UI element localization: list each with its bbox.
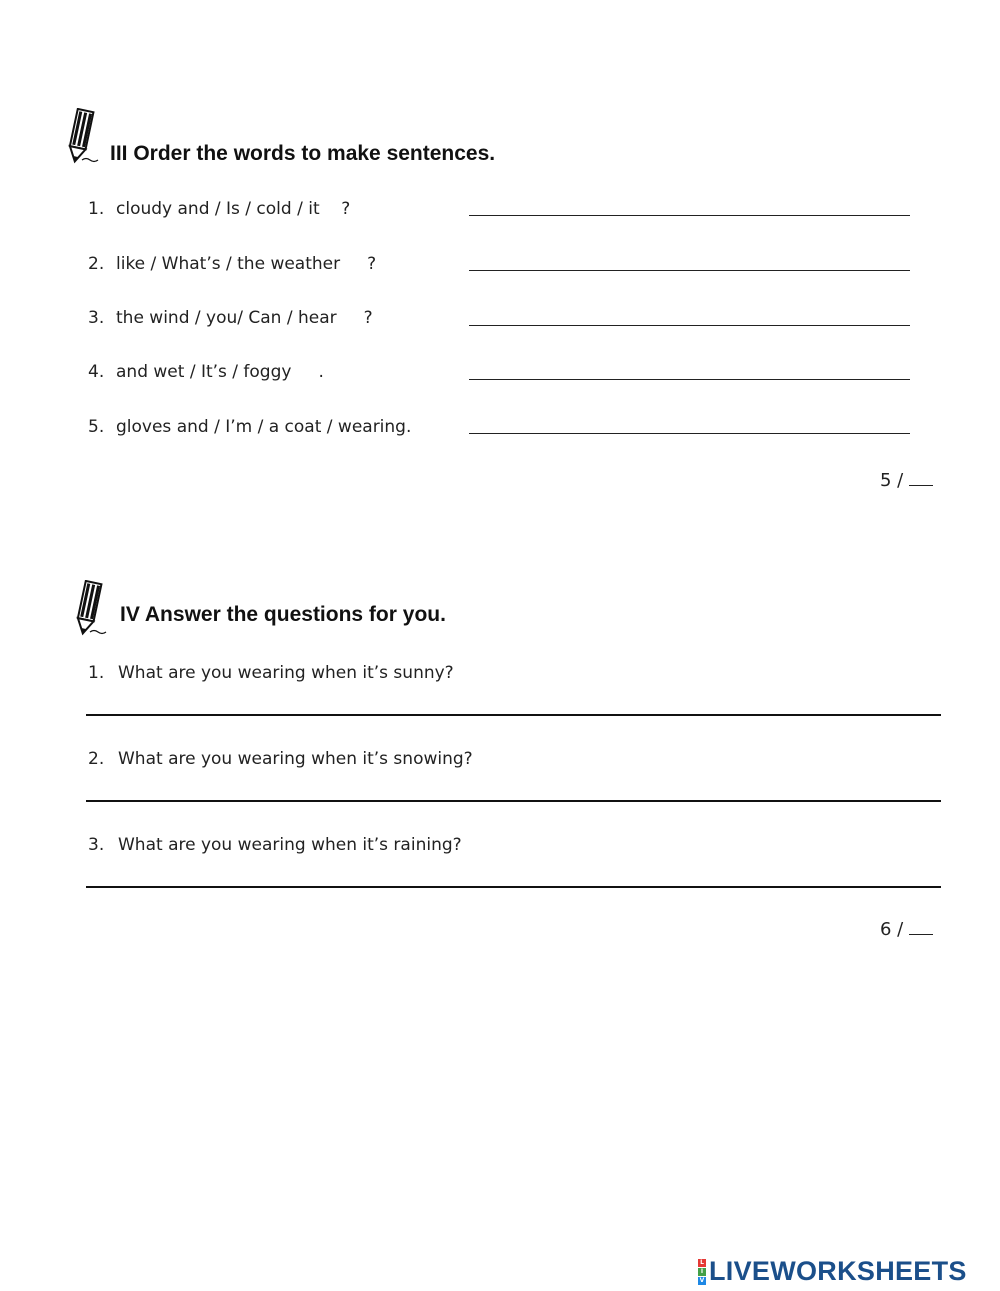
answer-blank-2[interactable] — [469, 270, 910, 271]
item-number: 5. — [88, 417, 105, 437]
question-text: What are you wearing when it’s sunny? — [118, 663, 454, 683]
answer-blank-3[interactable] — [469, 325, 910, 326]
item-words: and wet / It’s / foggy . — [116, 362, 324, 382]
answer-line-2[interactable] — [86, 800, 941, 802]
question-text: What are you wearing when it’s snowing? — [118, 749, 473, 769]
answer-blank-5[interactable] — [469, 433, 910, 434]
score-blank — [909, 920, 933, 935]
answer-blank-4[interactable] — [469, 379, 910, 380]
item-number: 2. — [88, 749, 105, 769]
order-item-4 — [88, 362, 324, 382]
pencil-icon — [68, 580, 108, 638]
answer-line-3[interactable] — [86, 886, 941, 888]
item-words: cloudy and / Is / cold / it ? — [116, 199, 351, 219]
answer-blank-1[interactable] — [469, 215, 910, 216]
section-4-title: IV Answer the questions for you. — [120, 603, 446, 626]
logo-blocks-icon — [698, 1259, 706, 1285]
item-number: 1. — [88, 663, 105, 683]
question-text: What are you wearing when it’s raining? — [118, 835, 462, 855]
order-item-1 — [88, 199, 350, 219]
answer-line-1[interactable] — [86, 714, 941, 716]
section-3-title: III Order the words to make sentences. — [110, 142, 496, 165]
item-number: 4. — [88, 362, 105, 382]
question-item-1 — [88, 663, 454, 683]
item-number: 3. — [88, 835, 105, 855]
order-item-3 — [88, 308, 373, 328]
item-words: like / What’s / the weather ? — [116, 254, 377, 274]
logo-block-v: V — [699, 1276, 705, 1284]
item-words: the wind / you/ Can / hear ? — [116, 308, 373, 328]
score-label: 5 / — [880, 470, 904, 491]
order-item-5 — [88, 417, 411, 437]
item-number: 3. — [88, 308, 105, 328]
score-blank — [909, 471, 933, 486]
logo-block-l: L — [698, 1259, 706, 1267]
item-words: gloves and / I’m / a coat / wearing. — [116, 417, 412, 437]
section-4-score — [880, 919, 933, 940]
logo-block-i: I — [698, 1268, 706, 1276]
pencil-icon — [60, 108, 100, 166]
order-item-2 — [88, 254, 376, 274]
item-number: 1. — [88, 199, 105, 219]
question-item-2 — [88, 749, 473, 769]
score-label: 6 / — [880, 919, 904, 940]
liveworksheets-logo[interactable] — [698, 1256, 967, 1287]
logo-text: LIVEWORKSHEETS — [709, 1256, 967, 1286]
item-number: 2. — [88, 254, 105, 274]
question-item-3 — [88, 835, 462, 855]
section-3-score — [880, 470, 933, 491]
